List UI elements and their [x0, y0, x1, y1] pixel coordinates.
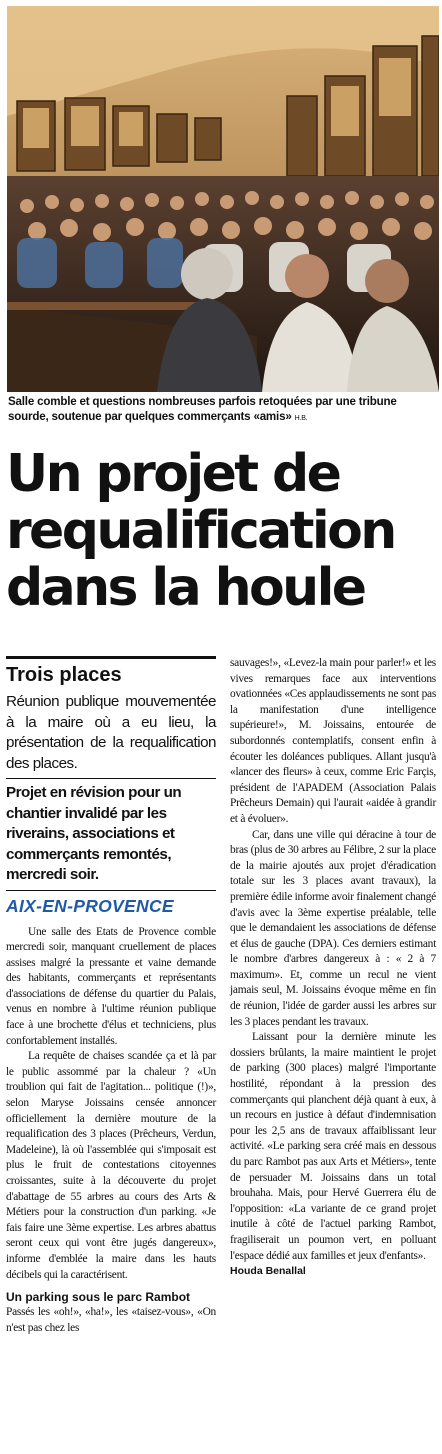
body-paragraph: Car, dans une ville qui déracine à tour de bras (plus de 30 arbres au Félibre, 2 sur la place de la mairie ajoutés aux projet d'éradication totale sur les 3 places avant travaux), la première édile informe avoir finalement changé d'avis avec la 3ème expertise préalable, telle que le demandaient les associations de défense et élus de gauche (DPA). Ces derniers estimant le nombre d'arbres dangereux à : « 2 à 7 maximum». Et, comme un recul ne vient jamais seul, M. Joissains évoque même en fin de réunion, l'idée de garder aussi les arbres sur les 3 places pendant les travaux. [230, 828, 436, 1028]
author-signature: Houda Benallal [230, 1265, 306, 1278]
headline-line-3: dans la houle [6, 558, 365, 618]
deck-summary: Projet en révision pour un chantier invalidé par les riverains, associations et commerçants remontés, mercredi soir. [6, 779, 216, 891]
lead-paragraph: Réunion publique mouvementée à la maire où a eu lieu, la présentation de la requalification des places. [6, 692, 216, 779]
body-paragraph: La requête de chaises scandée ça et là par le public assommé par la chaleur ? «Un troublion qui fait de l'agitation... politique (!)», selon Maryse Joissains censée annoncer officiellement la dernière mouture de la requalification des 3 places (Prêcheurs, Verdun, Madeleine), là où l'assemblée qui s'imposait est plus le fruit de contestations citoyennes croissantes, suite à la découverte du projet d'abattage de 55 arbres au cours des Arts & Métiers pour la construction d'un parking. «Je fais faire une 3ème expertise. Les arbres abattus seront ceux qui vont être jugés dangereux», informe d'emblée la maire dans les hauts décibels qui la caractérisent. [6, 1050, 216, 1281]
headline [6, 446, 440, 617]
headline-line-2: requalification [6, 501, 395, 561]
body-paragraph: sauvages!», «Levez-la main pour parler!» et les vives remarques face aux interventions ovationnées «Ces applaudissements ne sont pas la manifestation d'une intelligence supérieure!», M. Joissains, entourée de subordonnés contemplatifs, consent enfin à écouter les doléances publiques. Allant jusqu'à «lancer des fleurs» à ceux, comme Eric Farçis, président de l'APADEM (Association Palais Prêcheurs Demain) qui l'aurait «aidée à grandir et à évoluer». [230, 657, 436, 825]
article-left-column [6, 656, 216, 1336]
photo-credit: H.B. [294, 415, 308, 422]
meeting-photo-illustration [7, 6, 439, 392]
caption-text: Salle comble et questions nombreuses parfois retoquées par une tribune sourde, soutenue par quelques commerçants «amis» [8, 395, 397, 423]
section-title: Trois places [6, 656, 216, 688]
subhead: Un parking sous le parc Rambot [6, 1290, 191, 1305]
article-right-column [230, 656, 436, 1278]
dateline: AIX-EN-PROVENCE [6, 895, 174, 916]
body-paragraph: Laissant pour la dernière minute les dossiers brûlants, la maire maintient le projet de parking (300 places) malgré l'importante hostilité, répondant à la pression des commerçants qui planchent déjà quant à eux, à un recours en justice à défaut d'indemnisation pour les 2,5 ans de travaux affaiblissant leur activité. «Le parking sera créé mais en dessous du parc Rambot pas aux Arts et Métiers», tente de persuader M. Joissains dans un total brouhaha. Mais, pour Hervé Guerrera élu de l'opposition: «La variante de ce grand projet inutile à côté de l'actuel parking Rambot, fragiliserait un poumon vert, en polluant l'espace dédié aux familles et jeux d'enfants». [230, 1031, 436, 1262]
article-body-left [6, 925, 216, 1337]
body-paragraph: Une salle des Etats de Provence comble mercredi soir, manquant cruellement de places assises malgré la pressante et vaine demande des habitants, commerçants et représentants d'associations de défense du quartier du Palais, venus en nombre à l'ultime réunion publique face à une brochette d'élus et techniciens, plus confortablement installés. [6, 925, 216, 1047]
body-paragraph: Passés les «oh!», «ha!», les «taisez-vous», «On n'est pas chez les [6, 1306, 216, 1334]
article-body-right [230, 656, 436, 1264]
headline-line-1: Un projet de [6, 444, 340, 504]
meeting-photo [7, 6, 439, 392]
photo-caption [8, 394, 434, 426]
